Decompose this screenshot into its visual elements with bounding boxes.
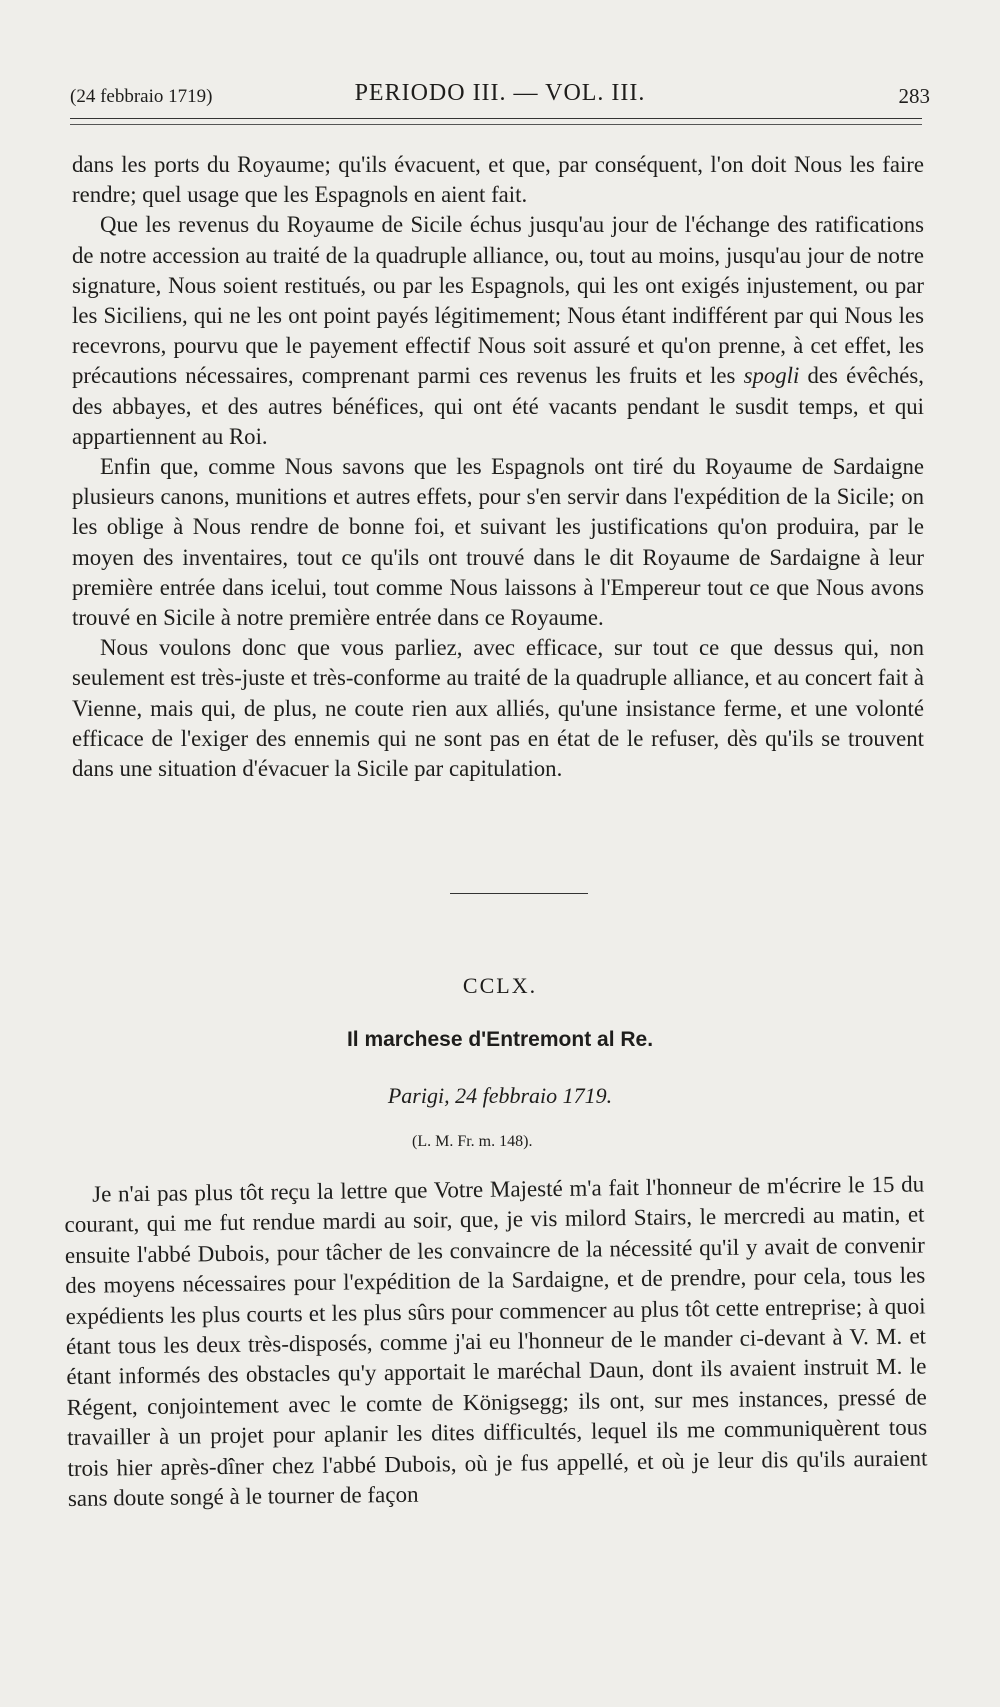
document-dateline: Parigi, 24 febbraio 1719. — [387, 1083, 613, 1108]
paragraph: Enfin que, comme Nous savons que les Espagnols ont tiré du Royaume de Sardaigne plusieurs canons, munitions et autres effets, pour s'en servir dans l'expédition de la Sicile; on les oblige à Nous rendre de bonne foi, et suivant les justifications qu'on produira, par le moyen des inventaires, tout ce qu'ils ont trouvé dans le dit Royaume de Sardaigne à leur première entrée dans icelui, tout comme Nous laissons à l'Empereur tout ce que Nous avons trouvé en Sicile à notre première entrée dans ce Royaume. — [72, 454, 924, 631]
paragraph: Je n'ai pas plus tôt reçu la lettre que Votre Majesté m'a fait l'honneur de m'écrire le 15 du courant, qui me fut rendue mardi au soir, que, je vis milord Stairs, le mercredi au matin, et ensuite l'abbé Dubois, pour tâcher de les convaincre de la nécessité qu'il y avait de convenir des moyens nécessaires pour l'expédition de la Sardaigne, et de prendre, pour cela, tous les expédients les plus courts et les plus sûrs pour commencer au plus tôt cette entreprise; à quoi étant tous les deux très-disposés, comme j'ai eu l'honneur de le mander ci-devant à V. M. et étant informés des obstacles qu'y apportait le maréchal Daun, dont ils avaient instruit M. le Régent, conjointement avec le comte de Königsegg; ils ont, sur mes instances, pressé de travailler à un projet pour aplanir les dites difficultés, lequel ils me communiquèrent tous trois hier après-dîner chez l'abbé Dubois, où je fus appellé, et où je leur dis qu'ils auraient sans doute songé à le tourner de façon — [64, 1171, 928, 1512]
header-date: (24 febbraio 1719) — [70, 86, 213, 107]
section-divider — [450, 893, 588, 894]
header-volume: PERIODO III. — VOL. III. — [354, 80, 646, 106]
document-title: Il marchese d'Entremont al Re. — [346, 1028, 654, 1051]
paragraph: dans les ports du Royaume; qu'ils évacuent, et que, par conséquent, l'on doit Nous les faire rendre; quel usage que les Espagnols en aient fait. — [72, 152, 924, 208]
running-header — [70, 80, 930, 112]
paragraph: Que les revenus du Royaume de Sicile échus jusqu'au jour de l'échange des ratifications de notre accession au traité de la quadruple alliance, ou, tout au moins, jusqu'au jour de notre signature, Nous soient restitués, ou par les Espagnols, qui les ont exigés injustement, ou par les Siciliens, qui ne les ont point payés légitimement; Nous étant indifférent par qui Nous les recevrons, pourvu que le payement effectif Nous soit assuré et qu'on prenne, à cet effet, les précautions nécessaires, comprenant parmi ces revenus les fruits et les spogli des évêchés, des abbayes, et des autres bénéfices, qui ont été vacants pendant le susdit temps, et qui appartiennent au Roi. — [72, 212, 924, 449]
document-source: (L. M. Fr. m. 148). — [412, 1133, 533, 1150]
document-number: CCLX. — [462, 973, 538, 998]
page-number: 283 — [898, 84, 930, 108]
italic-term: spogli — [743, 363, 800, 389]
letter-body — [64, 1169, 928, 1514]
paragraph: Nous voulons donc que vous parliez, avec efficace, sur tout ce que dessus qui, non seulement est très-juste et très-conforme au traité de la quadruple alliance, et au concert fait à Vienne, mais qui, de plus, ne coute rien aux alliés, qu'une insistance ferme, et une volonté efficace de l'exiger des ennemis qui ne sont pas en état de le refuser, dès qu'ils se trouvent dans une situation d'évacuer la Sicile par capitulation. — [72, 635, 924, 782]
continued-text — [72, 150, 924, 784]
header-rule — [70, 118, 922, 125]
